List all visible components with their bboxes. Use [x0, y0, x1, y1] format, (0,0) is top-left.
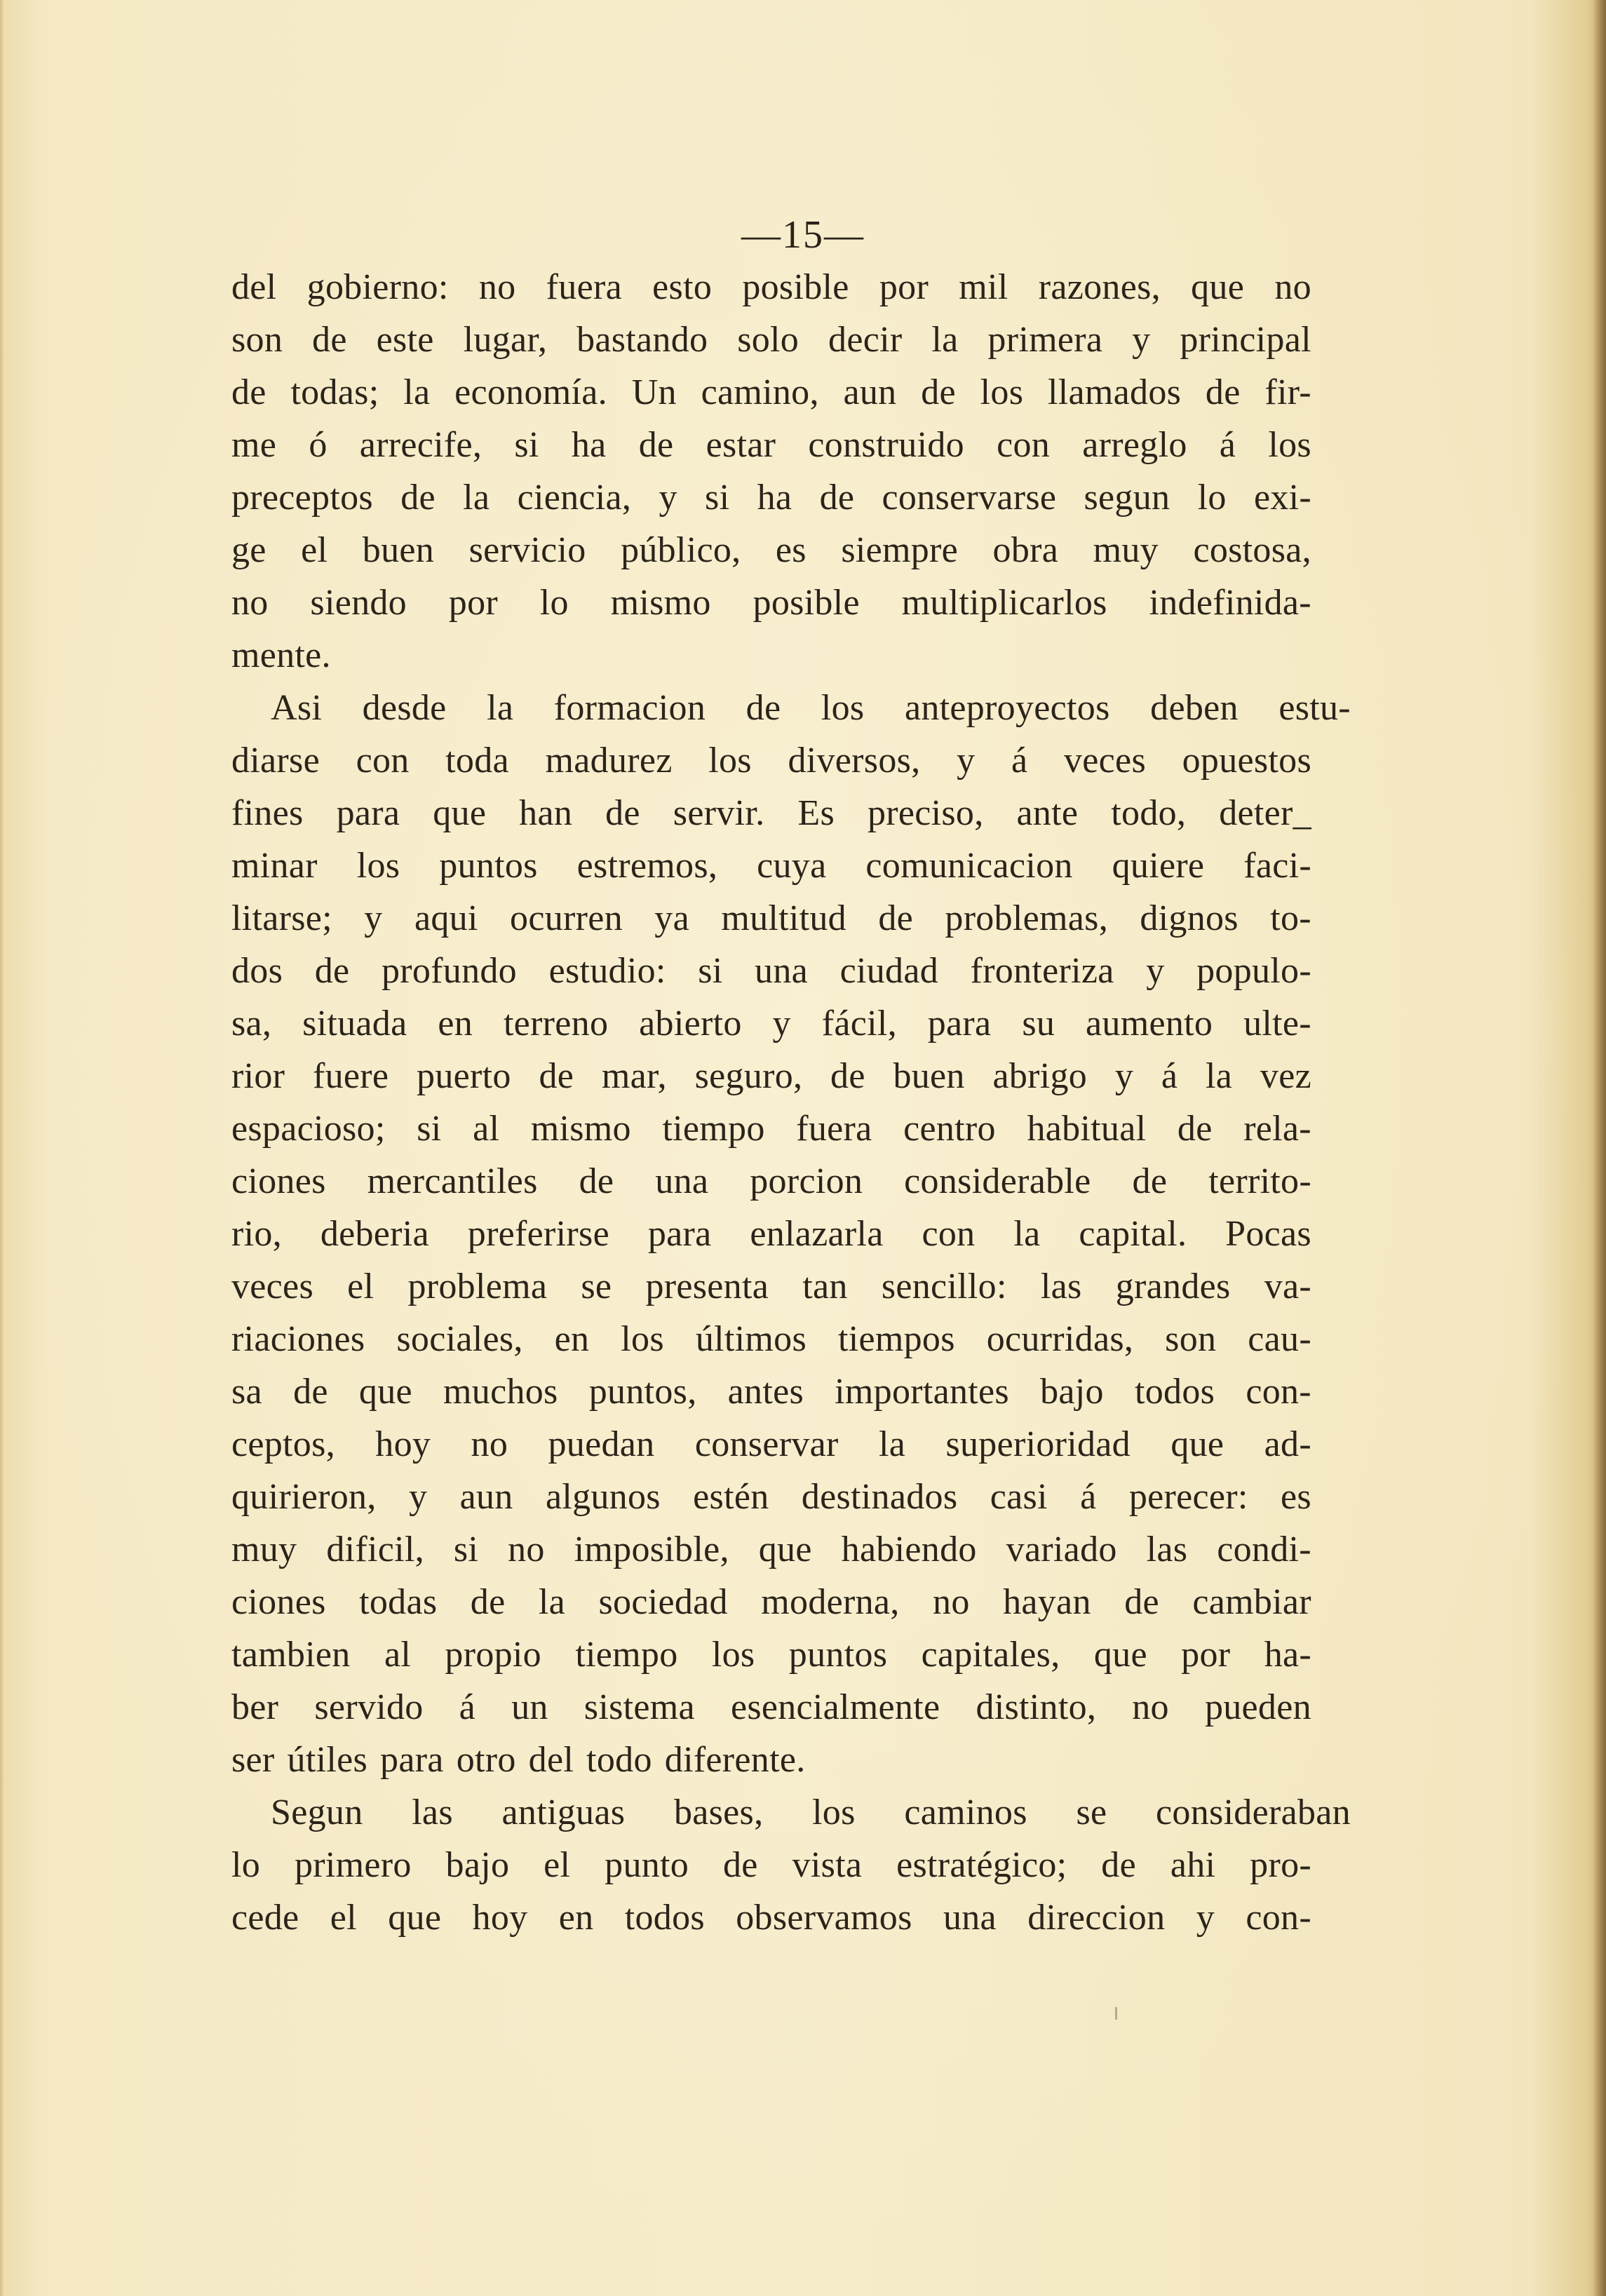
text-line: preceptos de la ciencia, y si ha de conservarse segun lo exi-	[231, 478, 1311, 518]
text-line: ciones mercantiles de una porcion considerable de territo-	[231, 1161, 1311, 1201]
page-number: —15—	[741, 213, 865, 257]
text-line: litarse; y aqui ocurren ya multitud de problemas, dignos to-	[231, 898, 1311, 938]
text-line: riaciones sociales, en los últimos tiempos ocurridas, son cau-	[231, 1319, 1311, 1359]
text-line: son de este lugar, bastando solo decir la primera y principal	[231, 320, 1311, 360]
text-line: lo primero bajo el punto de vista estratégico; de ahi pro-	[231, 1845, 1311, 1885]
text-line: Asi desde la formacion de los anteproyectos deben estu-	[271, 688, 1351, 728]
text-line: ciones todas de la sociedad moderna, no hayan de cambiar	[231, 1582, 1311, 1622]
text-line: ceptos, hoy no puedan conservar la superioridad que ad-	[231, 1424, 1311, 1464]
page-spine-shadow	[1593, 0, 1606, 2296]
text-line: minar los puntos estremos, cuya comunicacion quiere faci-	[231, 846, 1311, 886]
text-line: espacioso; si al mismo tiempo fuera centro habitual de rela-	[231, 1109, 1311, 1149]
text-line: rior fuere puerto de mar, seguro, de buen abrigo y á la vez	[231, 1056, 1311, 1096]
text-line: del gobierno: no fuera esto posible por mil razones, que no	[231, 267, 1311, 307]
text-line: Segun las antiguas bases, los caminos se consideraban	[271, 1792, 1351, 1832]
text-line: rio, deberia preferirse para enlazarla con la capital. Pocas	[231, 1214, 1311, 1254]
text-line: me ó arrecife, si ha de estar construido con arreglo á los	[231, 425, 1311, 465]
text-line: no siendo por lo mismo posible multiplicarlos indefinida-	[231, 583, 1311, 623]
text-line: dos de profundo estudio: si una ciudad fronteriza y populo-	[231, 951, 1311, 991]
text-line: veces el problema se presenta tan sencillo: las grandes va-	[231, 1267, 1311, 1306]
text-line: quirieron, y aun algunos estén destinados casi á perecer: es	[231, 1477, 1311, 1517]
page-left-edge	[0, 0, 4, 2296]
ink-mark	[1115, 2007, 1117, 2020]
text-line: mente.	[231, 635, 331, 675]
text-line: fines para que han de servir. Es preciso, ante todo, deter_	[231, 793, 1311, 833]
text-line: ge el buen servicio público, es siempre obra muy costosa,	[231, 530, 1311, 570]
text-line: de todas; la economía. Un camino, aun de los llamados de fir-	[231, 372, 1311, 412]
text-line: sa de que muchos puntos, antes importantes bajo todos con-	[231, 1372, 1311, 1412]
text-line: muy dificil, si no imposible, que habiendo variado las condi-	[231, 1529, 1311, 1569]
text-line: cede el que hoy en todos observamos una direccion y con-	[231, 1898, 1311, 1938]
text-line: tambien al propio tiempo los puntos capitales, que por ha-	[231, 1635, 1311, 1675]
body-text	[231, 261, 1351, 1944]
text-line: ber servido á un sistema esencialmente distinto, no pueden	[231, 1687, 1311, 1727]
text-line: ser útiles para otro del todo diferente.	[231, 1740, 806, 1780]
text-line: sa, situada en terreno abierto y fácil, para su aumento ulte-	[231, 1004, 1311, 1044]
text-line: diarse con toda madurez los diversos, y á veces opuestos	[231, 741, 1311, 781]
